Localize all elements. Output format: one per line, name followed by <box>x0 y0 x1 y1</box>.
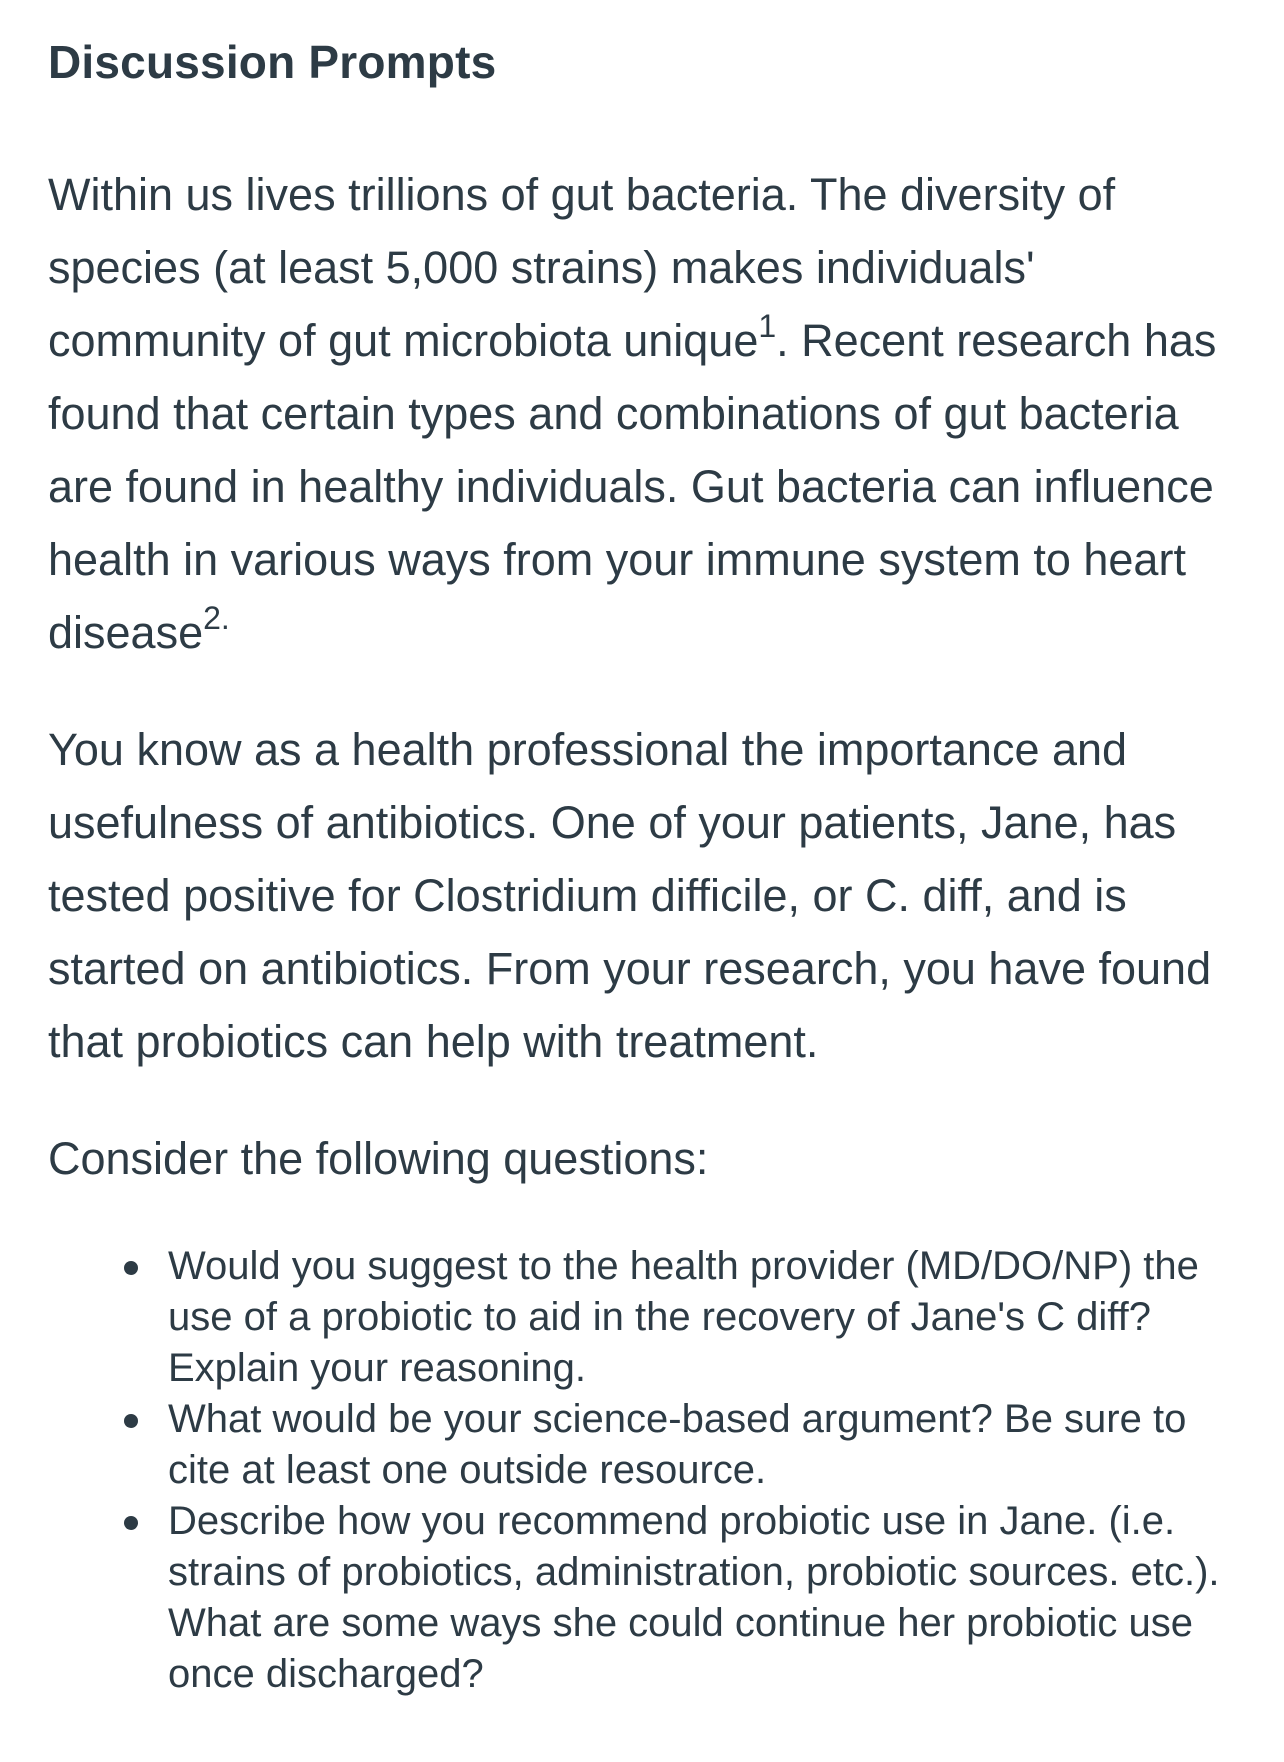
question-item: Describe how you recommend probiotic use in Jane. (i.e. strains of probiotics, administration, probiotic sources. etc.). What are some ways she could continue her probiotic use once discharged? <box>168 1496 1254 1700</box>
intro-paragraph <box>48 158 1254 669</box>
questions-list <box>48 1241 1254 1700</box>
intro-text-part1: Within us lives trillions of gut bacteria. The diversity of species (at least 5,000 strains) makes individuals' community of gut microbiota unique <box>48 169 1116 366</box>
question-item: What would be your science-based argument? Be sure to cite at least one outside resource. <box>168 1394 1254 1496</box>
footnote-ref-2: 2. <box>203 599 230 636</box>
scenario-paragraph: You know as a health professional the importance and usefulness of antibiotics. One of your patients, Jane, has tested positive for Clostridium difficile, or C. diff, and is started on antibiotics. From your research, you have found that probiotics can help with treatment. <box>48 724 1212 1067</box>
question-item: Would you suggest to the health provider (MD/DO/NP) the use of a probiotic to aid in the recovery of Jane's C diff? Explain your reasoning. <box>168 1241 1254 1394</box>
page-heading: Discussion Prompts <box>48 36 497 88</box>
intro-text-part2: . Recent research has found that certain types and combinations of gut bacteria are found in healthy individuals. Gut bacteria can influence health in various ways from your immune system to heart disease <box>48 315 1217 658</box>
footnote-ref-1: 1 <box>758 307 777 344</box>
questions-intro: Consider the following questions: <box>48 1133 709 1184</box>
